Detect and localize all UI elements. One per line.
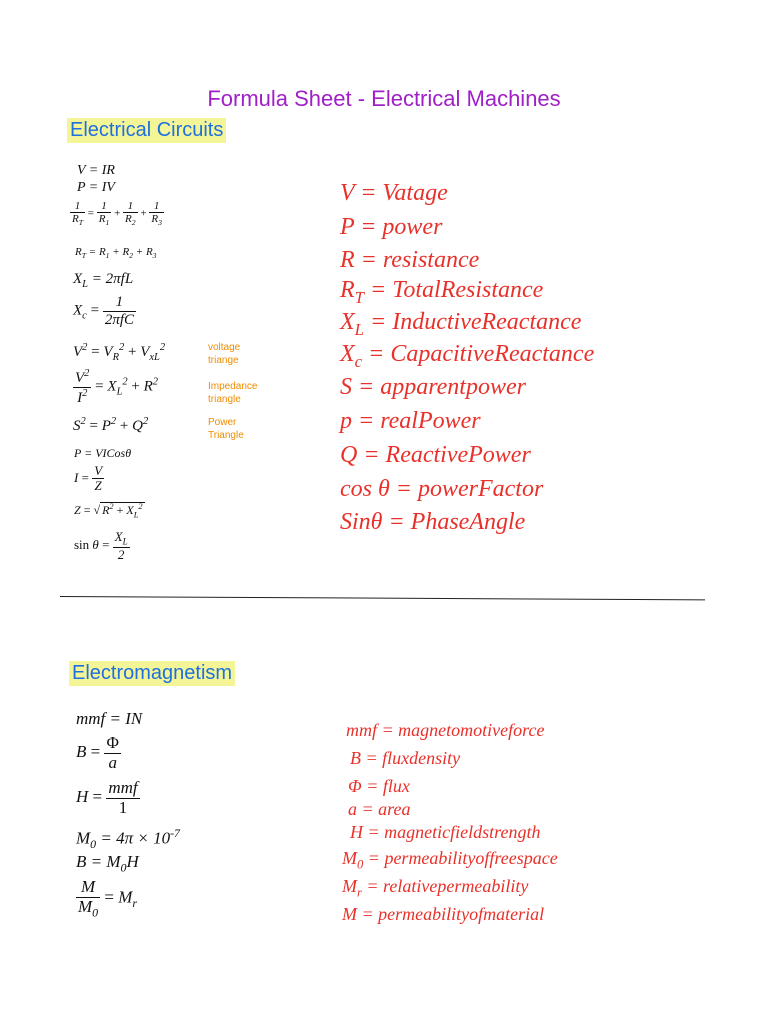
legend-h: H = magneticfieldstrength bbox=[350, 822, 541, 842]
legend-m0: $M_0$ = permeabilityoffreespace bbox=[342, 848, 558, 872]
formula-real-power: P = VICosθ bbox=[74, 446, 132, 460]
note-impedance-triangle bbox=[208, 380, 257, 406]
formula-permeability-free-space: $M_0 = 4\pi \times 10^{-7}$ bbox=[76, 826, 180, 852]
formula-sine-theta: sin θ = $\frac{X_L}{2}$ bbox=[74, 529, 128, 562]
formula-impedance-triangle: $\frac{V^2}{I^2}$ = $X_L^2 + R^2$ bbox=[75, 368, 159, 406]
formula-voltage-triangle: $V^2 = V_R^2 + V_{xL}^2$ bbox=[73, 342, 166, 363]
legend-p: P = power bbox=[340, 214, 443, 240]
legend-cos: cos θ = powerFactor bbox=[340, 476, 544, 502]
formula-flux-density: B = $\frac{\Phi}{a}$ bbox=[76, 733, 119, 772]
formula-field-strength: H = $\frac{\text{mmf}}{1}$ bbox=[76, 778, 138, 817]
formula-mmf: mmf = IN bbox=[76, 709, 143, 728]
formula-b-m0h: $B = M_0H$ bbox=[76, 852, 139, 875]
formula-capacitive-reactance: $X_c$ = $\frac{1}{\text{2πfC}}$ bbox=[73, 294, 134, 328]
legend-xc: $X_c$ = CapacitiveReactance bbox=[340, 341, 595, 371]
legend-a: a = area bbox=[348, 799, 411, 819]
legend-sin: Sinθ = PhaseAngle bbox=[340, 509, 526, 535]
formula-relative-permeability: $\frac{M}{M_0}$ = $M_r$ bbox=[78, 877, 138, 920]
formula-current-impedance: I = $\frac{V}{Z}$ bbox=[74, 463, 103, 494]
formula-p-iv: P = IV bbox=[77, 180, 115, 195]
section-divider bbox=[60, 596, 705, 600]
legend-v: V = Vatage bbox=[340, 180, 448, 206]
formula-power-triangle: $S^2 = P^2 + Q^2$ bbox=[73, 416, 149, 434]
legend-mr: $M_r$ = relativepermeability bbox=[342, 876, 529, 900]
formula-series-resistance: $R_T = R_1 + R_2 + R_3$ bbox=[75, 246, 157, 261]
legend-phi: Φ = flux bbox=[348, 776, 410, 796]
legend-s: S = apparentpower bbox=[340, 374, 526, 400]
section-heading-electromagnetism: Electromagnetism bbox=[69, 661, 235, 686]
formula-v-ir: V = IR bbox=[77, 163, 115, 178]
note-line: Power bbox=[208, 417, 237, 428]
legend-r: R = resistance bbox=[340, 247, 480, 273]
legend-m: M = permeabilityofmaterial bbox=[342, 904, 545, 924]
note-line: triange bbox=[208, 355, 239, 366]
legend-xl: $X_L$ = InductiveReactance bbox=[340, 309, 582, 339]
section-heading-electrical-circuits: Electrical Circuits bbox=[67, 118, 226, 143]
note-line: triangle bbox=[208, 394, 241, 405]
legend-rt: $R_T$ = TotalResistance bbox=[340, 277, 544, 307]
note-line: voltage bbox=[208, 342, 241, 353]
note-line: Impedance bbox=[208, 381, 258, 392]
note-voltage-triangle bbox=[208, 341, 240, 367]
note-line: Triangle bbox=[208, 430, 244, 441]
formula-inductive-reactance: $X_L = 2\pi fL$ bbox=[73, 271, 134, 290]
note-power-triangle bbox=[208, 416, 244, 442]
formula-impedance: Z = √ $R^2 + X_L^2$ bbox=[74, 502, 143, 520]
formula-parallel-resistance: $\frac{1}{R_T}$ = $\frac{1}{R_1}$ + $\frac{1}{R_2}$ + $\frac{1}{R_3}$ bbox=[72, 200, 162, 228]
page-title: Formula Sheet - Electrical Machines bbox=[207, 86, 561, 111]
legend-p-real: p = realPower bbox=[340, 408, 481, 434]
legend-mmf: mmf = magnetomotiveforce bbox=[346, 720, 545, 740]
legend-b: B = fluxdensity bbox=[350, 748, 461, 768]
legend-q: Q = ReactivePower bbox=[340, 442, 531, 468]
